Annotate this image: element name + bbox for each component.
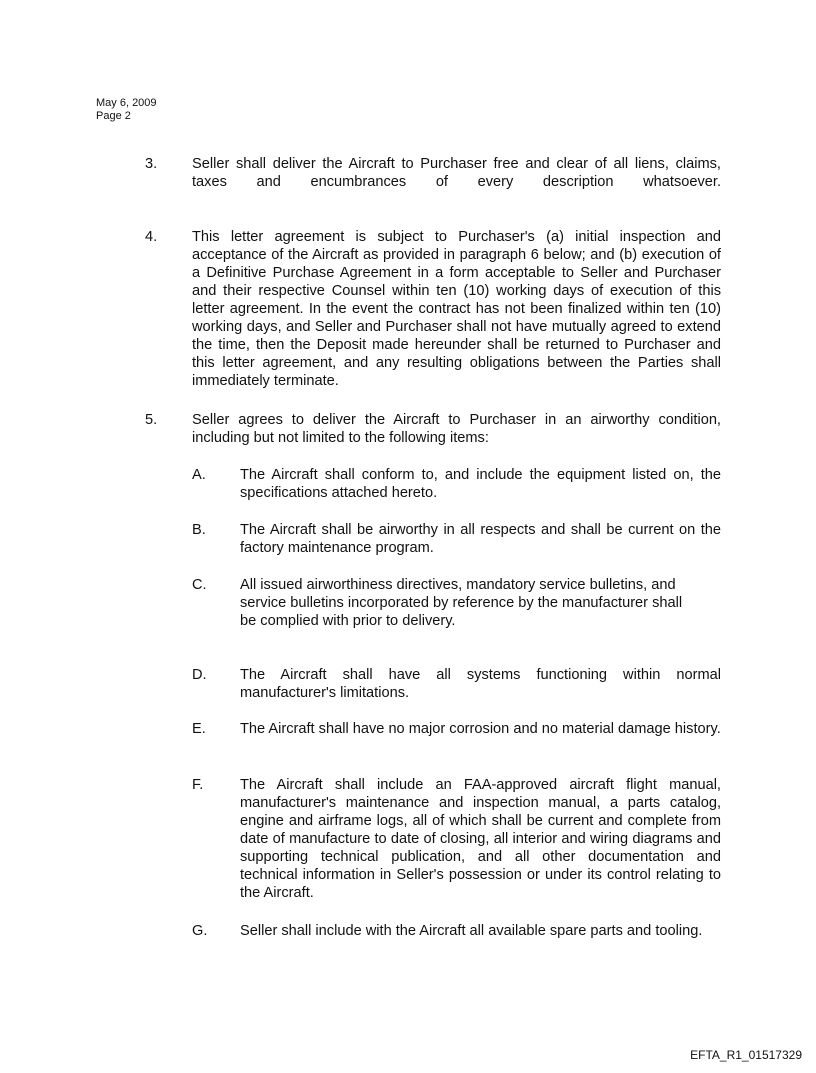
item-g bbox=[192, 922, 721, 940]
item-letter: E. bbox=[192, 721, 206, 737]
item-letter: F. bbox=[192, 777, 204, 793]
item-text: The Aircraft shall have no major corrosion and no material damage history. bbox=[240, 721, 721, 737]
item-text: Seller shall include with the Aircraft all available spare parts and tooling. bbox=[240, 923, 703, 939]
item-text: All issued airworthiness directives, mandatory service bulletins, and service bulletins incorporated by reference by the manufacturer shall be complied with prior to delivery. bbox=[240, 577, 683, 629]
item-text: The Aircraft shall include an FAA-approved aircraft flight manual, manufacturer's maintenance and inspection manual, a parts catalog, engine and airframe logs, all of which shall be current and complete from date of manufacture to date of closing, all interior and wiring diagrams and supporting technical publication, and all other documentation and technical information in Seller's possession or under its control relating to the Aircraft. bbox=[240, 777, 721, 901]
document-id: EFTA_R1_01517329 bbox=[690, 1048, 802, 1062]
item-c bbox=[192, 576, 721, 630]
item-letter: G. bbox=[192, 923, 208, 939]
item-e bbox=[192, 720, 721, 738]
item-text: The Aircraft shall be airworthy in all respects and shall be current on the factory maintenance program. bbox=[240, 522, 721, 556]
paragraph-number: 5. bbox=[145, 412, 158, 428]
item-b bbox=[192, 521, 721, 557]
item-a bbox=[192, 466, 721, 502]
page-header bbox=[96, 97, 157, 123]
item-letter: A. bbox=[192, 467, 206, 483]
paragraph-4 bbox=[145, 228, 721, 390]
paragraph-number: 3. bbox=[145, 156, 158, 172]
paragraph-number: 4. bbox=[145, 229, 158, 245]
paragraph-5 bbox=[145, 411, 721, 447]
item-text: The Aircraft shall have all systems functioning within normal manufacturer's limitations. bbox=[240, 667, 721, 701]
paragraph-text: Seller agrees to deliver the Aircraft to Purchaser in an airworthy condition, including but not limited to the following items: bbox=[192, 412, 721, 446]
item-letter: C. bbox=[192, 577, 207, 593]
header-date: May 6, 2009 bbox=[96, 97, 157, 109]
item-letter: D. bbox=[192, 667, 207, 683]
item-f bbox=[192, 776, 721, 902]
item-text: The Aircraft shall conform to, and include the equipment listed on, the specifications attached hereto. bbox=[240, 467, 721, 501]
item-letter: B. bbox=[192, 522, 206, 538]
item-d bbox=[192, 666, 721, 702]
paragraph-text: Seller shall deliver the Aircraft to Purchaser free and clear of all liens, claims, taxes and encumbrances of every description whatsoever. bbox=[192, 156, 721, 190]
header-page-number: Page 2 bbox=[96, 110, 131, 122]
paragraph-3 bbox=[145, 155, 721, 191]
paragraph-text: This letter agreement is subject to Purchaser's (a) initial inspection and acceptance of the Aircraft as provided in paragraph 6 below; and (b) execution of a Definitive Purchase Agreement in a form acceptable to Seller and Purchaser and their respective Counsel within ten (10) working days of execution of this letter agreement. In the event the contract has not been finalized within ten (10) working days, and Seller and Purchaser shall not have mutually agreed to extend the time, then the Deposit made hereunder shall be returned to Purchaser and this letter agreement, and any resulting obligations between the Parties shall immediately terminate. bbox=[192, 229, 721, 389]
